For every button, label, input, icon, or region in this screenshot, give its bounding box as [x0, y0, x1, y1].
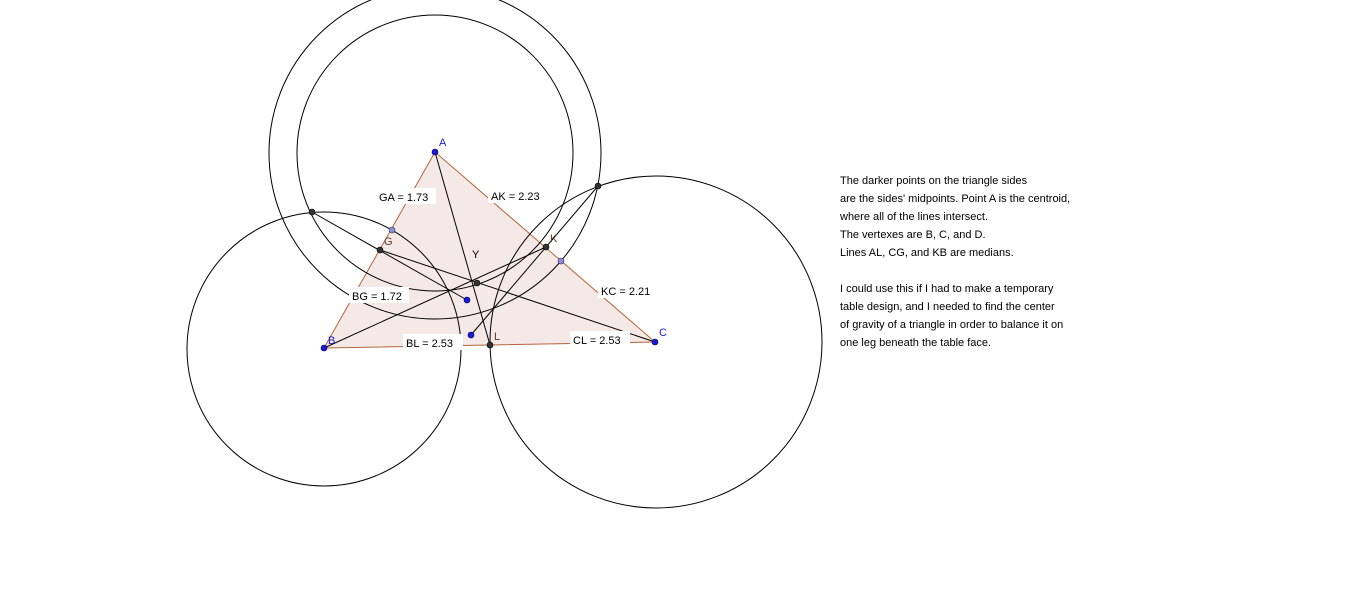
point-c[interactable]: [652, 339, 658, 345]
description-line: I could use this if I had to make a temporary: [840, 283, 1054, 295]
point-side-2[interactable]: [558, 258, 564, 264]
label-point-a: A: [439, 137, 447, 149]
label-point-k: K: [550, 233, 558, 245]
measure-bg-text: BG = 1.72: [352, 291, 402, 303]
label-point-c: C: [659, 327, 667, 339]
point-k[interactable]: [543, 244, 549, 250]
measure-ak-text: AK = 2.23: [491, 191, 540, 203]
label-point-y: Y: [472, 249, 480, 261]
measure-kc-text: KC = 2.21: [601, 286, 651, 298]
triangle-abc[interactable]: [324, 152, 655, 348]
measure-ga: [376, 188, 436, 204]
point-intersection-2[interactable]: [595, 183, 601, 189]
measure-bl: [403, 334, 463, 350]
point-side-1[interactable]: [389, 227, 395, 233]
measure-ga-text: GA = 1.73: [379, 192, 429, 204]
point-centroid[interactable]: [474, 280, 480, 286]
measure-cl: [570, 331, 630, 347]
measure-cl-text: CL = 2.53: [573, 335, 621, 347]
description-line: table design, and I needed to find the center: [840, 301, 1055, 313]
label-point-b: B: [328, 335, 336, 347]
measure-bg: [349, 287, 409, 303]
label-point-g: G: [384, 236, 393, 248]
description-line: The darker points on the triangle sides: [840, 175, 1028, 187]
point-free-2[interactable]: [468, 332, 474, 338]
point-intersection-1[interactable]: [309, 209, 315, 215]
point-b[interactable]: [321, 345, 327, 351]
description-line: one leg beneath the table face.: [840, 337, 992, 349]
point-a[interactable]: [432, 149, 438, 155]
measure-bl-text: BL = 2.53: [406, 338, 453, 350]
point-g[interactable]: [377, 247, 383, 253]
description-line: of gravity of a triangle in order to balance it on: [840, 319, 1064, 331]
description-text: [840, 172, 1160, 352]
description-gap: [840, 262, 1160, 280]
label-point-l: L: [494, 331, 501, 343]
measure-ak: [488, 187, 548, 203]
description-line: where all of the lines intersect.: [840, 211, 988, 223]
point-l[interactable]: [487, 342, 493, 348]
measure-kc: [598, 282, 658, 298]
description-line: The vertexes are B, C, and D.: [840, 229, 986, 241]
point-free-1[interactable]: [464, 297, 470, 303]
description-line: are the sides' midpoints. Point A is the centroid,: [840, 193, 1071, 205]
description-line: Lines AL, CG, and KB are medians.: [840, 247, 1014, 259]
